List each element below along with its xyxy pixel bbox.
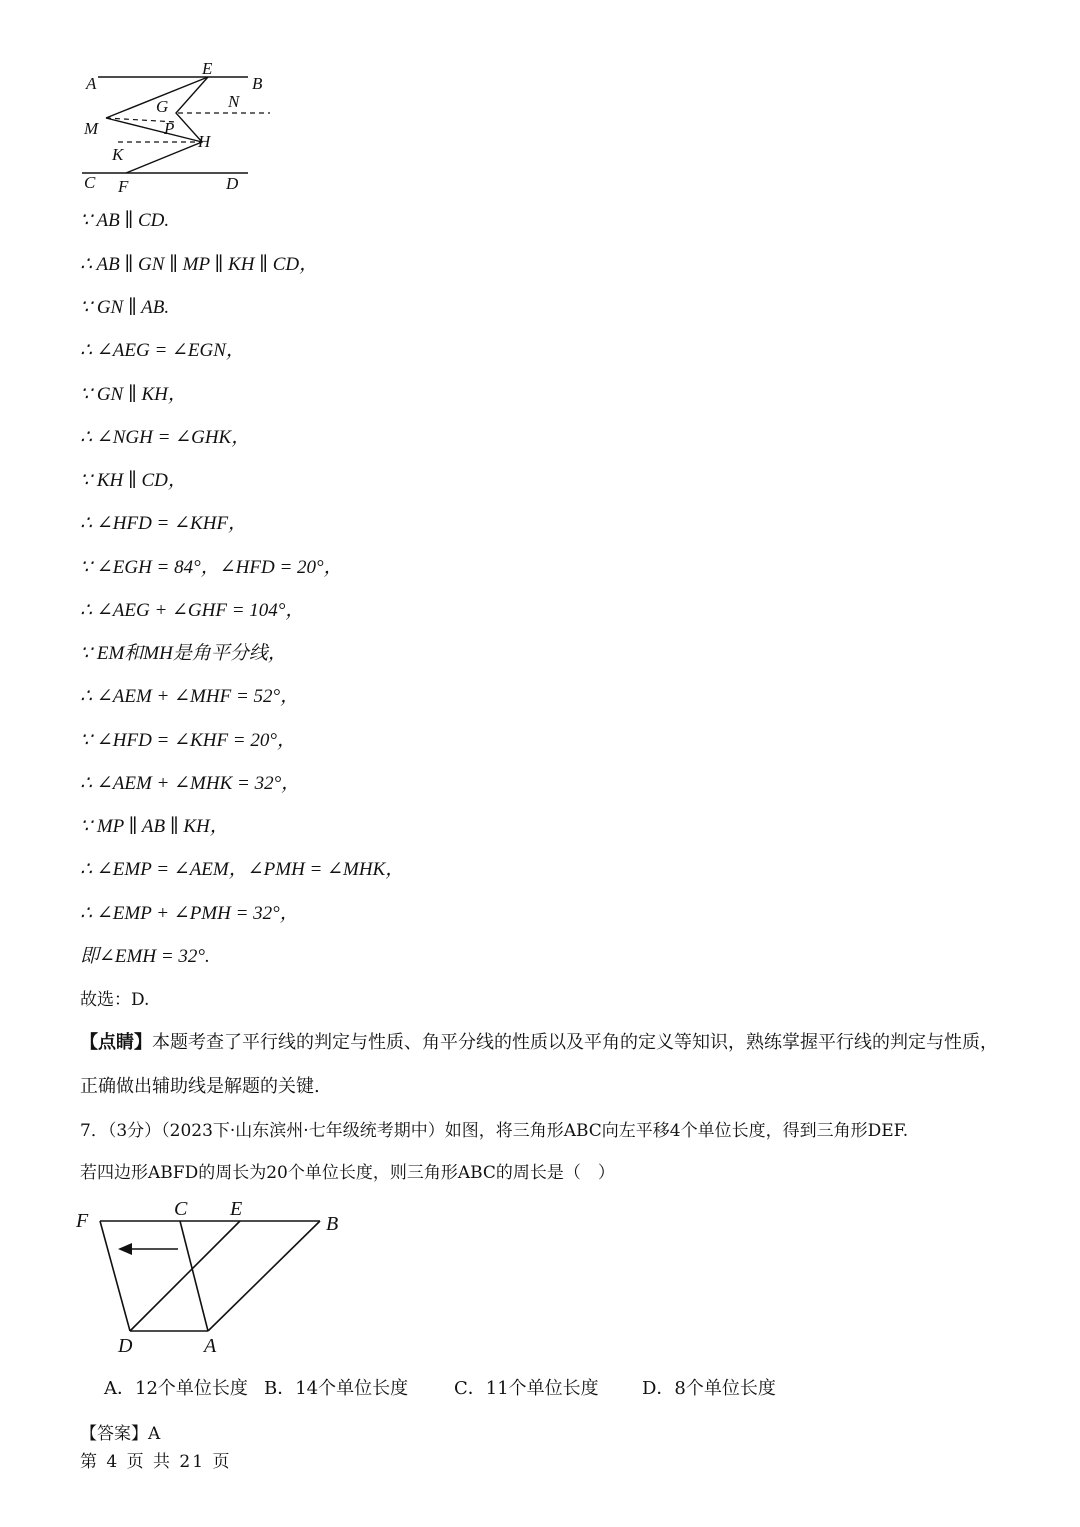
solution-line: ∴ ∠EMP + ∠PMH = 32°，	[80, 903, 299, 924]
solution-line: ∵ AB ∥ CD.	[80, 210, 170, 231]
solution-line: 即∠EMH = 32°.	[80, 946, 210, 967]
label-f: F	[118, 177, 129, 196]
figure-parallel-lines	[76, 56, 286, 196]
option-c: C．11个单位长度	[454, 1378, 599, 1399]
figure-translation	[70, 1192, 360, 1364]
arrow-left-icon	[118, 1243, 132, 1255]
solution-line: ∵ ∠HFD = ∠KHF = 20°，	[80, 730, 296, 751]
solution-line: ∴ ∠NGH = ∠GHK，	[80, 427, 251, 448]
solution-line: ∵ GN ∥ AB.	[80, 297, 170, 318]
solution-line: 故选：D.	[80, 990, 150, 1010]
label-k: K	[112, 145, 124, 164]
label-f: F	[76, 1210, 89, 1232]
label-g: G	[156, 97, 169, 116]
label-c: C	[174, 1198, 188, 1220]
label-b: B	[252, 74, 263, 93]
label-a: A	[86, 74, 97, 93]
line-mh	[106, 118, 202, 142]
comment-tag: 【点睛】	[80, 1032, 152, 1053]
solution-line: ∵ KH ∥ CD，	[80, 470, 187, 491]
solution-line: ∴ ∠EMP = ∠AEM，∠PMH = ∠MHK，	[80, 859, 405, 880]
label-m: M	[84, 119, 99, 138]
label-p: P	[164, 119, 175, 138]
label-d: D	[226, 174, 239, 193]
option-b: B．14个单位长度	[264, 1378, 409, 1399]
solution-line: ∵ GN ∥ KH，	[80, 384, 187, 405]
label-a: A	[204, 1335, 217, 1357]
solution-line: ∵ MP ∥ AB ∥ KH，	[80, 816, 229, 837]
answer-line: 【答案】A	[80, 1424, 161, 1444]
label-c: C	[84, 173, 96, 192]
option-d: D．8个单位长度	[642, 1378, 776, 1399]
label-h: H	[198, 132, 211, 151]
page-number-footer: 第 4 页 共 21 页	[80, 1452, 232, 1472]
label-e: E	[202, 59, 213, 78]
solution-line: ∴ ∠HFD = ∠KHF，	[80, 513, 248, 534]
label-d: D	[118, 1335, 133, 1357]
solution-line: ∴ ∠AEM + ∠MHF = 52°，	[80, 686, 300, 707]
solution-line: ∴ ∠AEM + ∠MHK = 32°，	[80, 773, 301, 794]
comment-text: 本题考查了平行线的判定与性质、角平分线的性质以及平角的定义等知识，熟练掌握平行线的判定与性质，正确做出辅助线是解题的关键.	[80, 1032, 998, 1097]
label-n: N	[228, 92, 240, 111]
question-7-line-1: 7．（3分）（2023下·山东滨州·七年级统考期中）如图，将三角形ABC向左平移4个单位长度，得到三角形DEF.	[80, 1121, 909, 1141]
segment-fd	[100, 1221, 130, 1331]
option-a: A．12个单位长度	[104, 1378, 248, 1399]
solution-line: ∴ AB ∥ GN ∥ MP ∥ KH ∥ CD，	[80, 254, 319, 275]
segment-ab	[208, 1221, 320, 1331]
solution-line: ∴ ∠AEG + ∠GHF = 104°，	[80, 600, 305, 621]
solution-line: ∵ EM和MH是角平分线，	[80, 643, 287, 664]
solution-line: ∴ ∠AEG = ∠EGN，	[80, 340, 245, 361]
comment-paragraph	[80, 1021, 1005, 1109]
solution-line: ∵ ∠EGH = 84°，∠HFD = 20°，	[80, 557, 343, 578]
label-e: E	[230, 1198, 243, 1220]
question-7-line-2: 若四边形ABFD的周长为20个单位长度，则三角形ABC的周长是（ ）	[80, 1163, 615, 1183]
label-b: B	[326, 1213, 339, 1235]
